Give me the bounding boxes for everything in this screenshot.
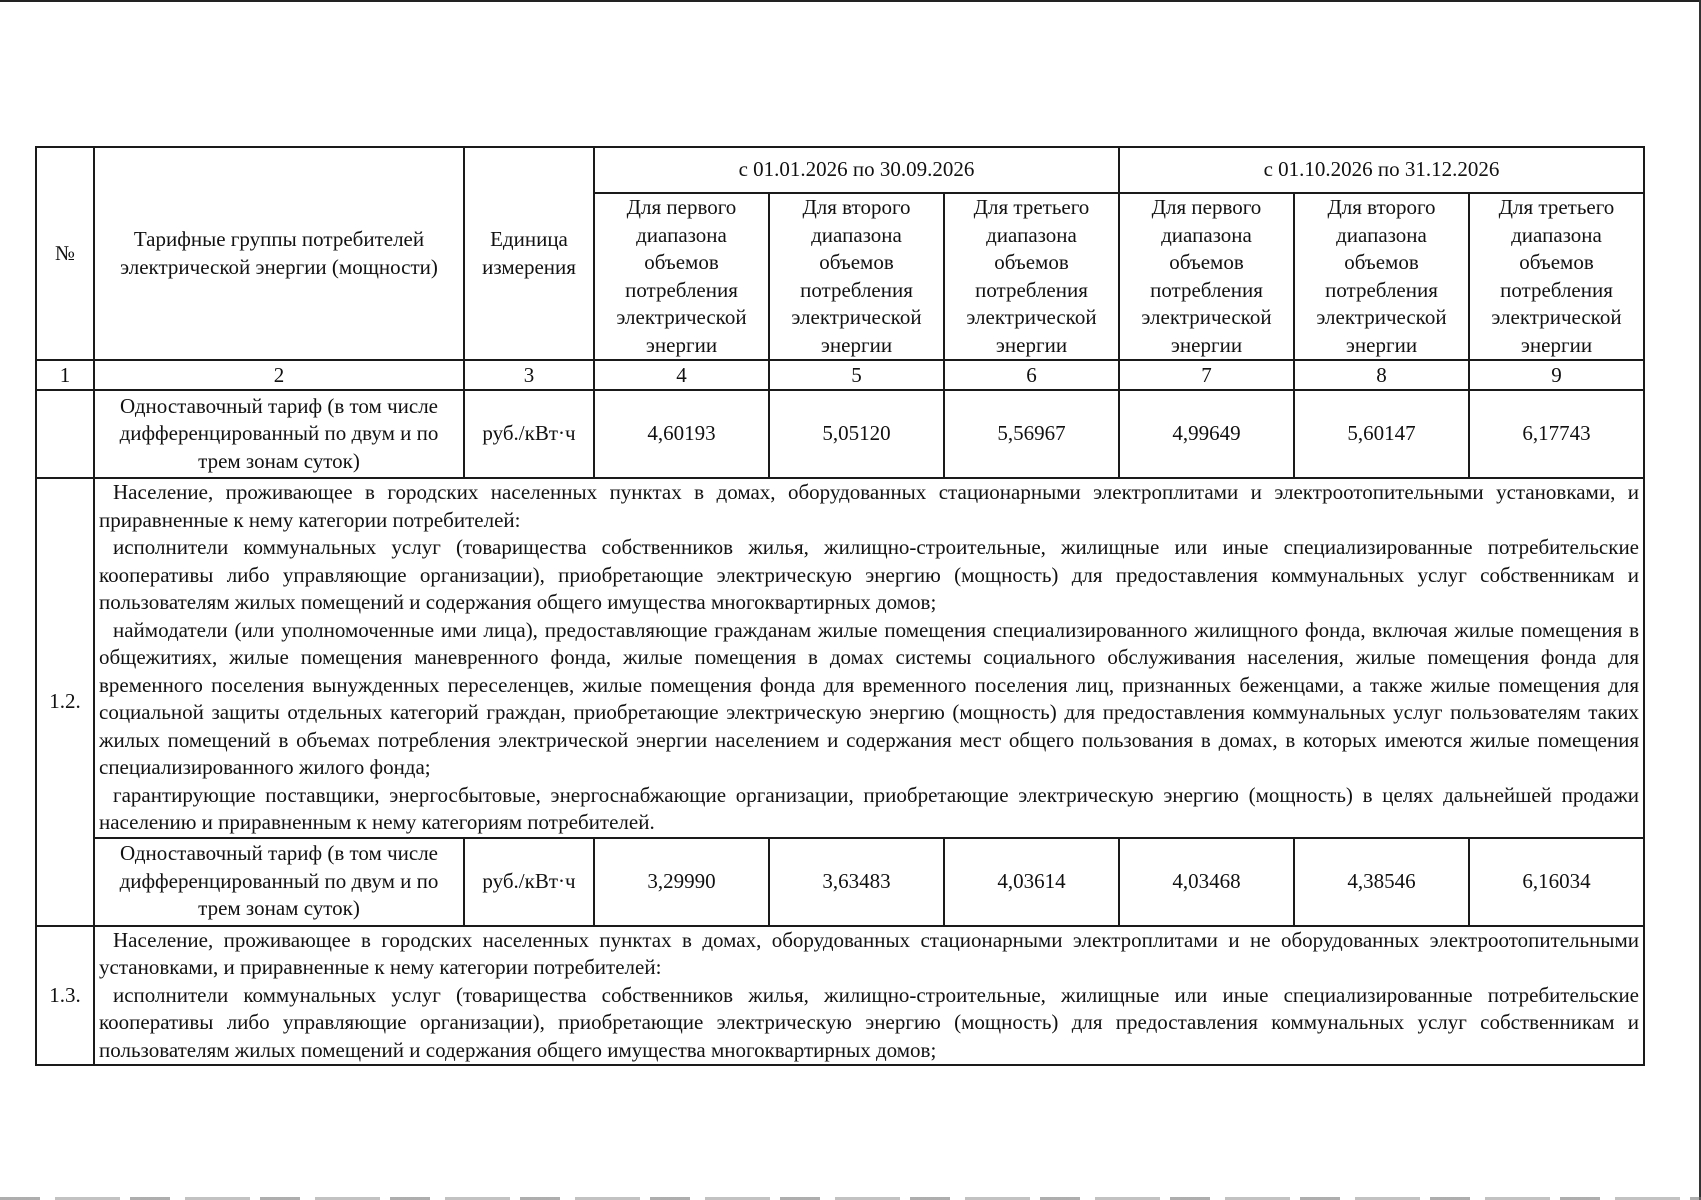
header-range-6: Для третьего диапазона объемов потребления электрической энергии <box>1469 193 1644 360</box>
section-1-3-row <box>36 926 1644 1066</box>
tariff-value: 5,60147 <box>1294 390 1469 478</box>
tariff-value: 4,03614 <box>944 838 1119 926</box>
scan-edge-top <box>0 0 1701 2</box>
tariff-unit: руб./кВт·ч <box>464 838 594 926</box>
section-description <box>94 926 1644 1066</box>
table-row <box>36 838 1644 926</box>
header-number: № <box>36 147 94 360</box>
header-range-3: Для третьего диапазона объемов потребления электрической энергии <box>944 193 1119 360</box>
header-row-periods <box>36 147 1644 193</box>
section-number: 1.2. <box>36 478 94 926</box>
tariff-name: Одноставочный тариф (в том числе дифференцированный по двум и по трем зонам суток) <box>94 390 464 478</box>
header-range-2: Для второго диапазона объемов потребления электрической энергии <box>769 193 944 360</box>
column-number: 1 <box>36 360 94 390</box>
header-period-2: с 01.10.2026 по 31.12.2026 <box>1119 147 1644 193</box>
column-number-row <box>36 360 1644 390</box>
column-number: 4 <box>594 360 769 390</box>
section-description <box>94 478 1644 838</box>
header-tariff-group: Тарифные группы потребителей электрической энергии (мощности) <box>94 147 464 360</box>
header-range-4: Для первого диапазона объемов потребления электрической энергии <box>1119 193 1294 360</box>
tariff-value: 4,99649 <box>1119 390 1294 478</box>
header-range-1: Для первого диапазона объемов потребления электрической энергии <box>594 193 769 360</box>
column-number: 6 <box>944 360 1119 390</box>
header-range-5: Для второго диапазона объемов потребления электрической энергии <box>1294 193 1469 360</box>
tariff-value: 6,17743 <box>1469 390 1644 478</box>
header-unit: Единица измерения <box>464 147 594 360</box>
tariff-unit: руб./кВт·ч <box>464 390 594 478</box>
tariff-value: 5,05120 <box>769 390 944 478</box>
section-number: 1.3. <box>36 926 94 1066</box>
section-paragraph: гарантирующие поставщики, энергосбытовые, энергоснабжающие организации, приобретающие электрическую энергию (мощность) в целях дальнейшей продажи населению и приравненным к нему категориям потребителей. <box>99 782 1639 834</box>
tariff-value: 4,03468 <box>1119 838 1294 926</box>
section-paragraph: исполнители коммунальных услуг (товарищества собственников жилья, жилищно-строительные, жилищные или иные специализированные потребительские кооперативы либо управляющие организации), приобретающие электрическую энергию (мощность) для предоставления коммунальных услуг собственникам и пользователям жилых помещений и содержания общего имущества многоквартирных домов; <box>99 535 1639 614</box>
column-number: 5 <box>769 360 944 390</box>
column-number: 2 <box>94 360 464 390</box>
header-period-1: с 01.01.2026 по 30.09.2026 <box>594 147 1119 193</box>
column-number: 7 <box>1119 360 1294 390</box>
section-paragraph: наймодатели (или уполномоченные ими лица), предоставляющие гражданам жилые помещения специализированного жилищного фонда, включая жилые помещения в общежитиях, жилые помещения маневренного фонда, жилые помещения в домах системы социального обслуживания населения, жилые помещения фонда для временного поселения вынужденных переселенцев, жилые помещения фонда для временного поселения лиц, признанных беженцами, а также жилые помещения для социальной защиты отдельных категорий граждан, приобретающие электрическую энергию (мощность) для предоставления коммунальных услуг пользователям таких жилых помещений в объемах потребления электрической энергии населением и содержания мест общего пользования в домах, в которых имеются жилые помещения специализированного жилого фонда; <box>99 617 1639 779</box>
tariff-value: 6,16034 <box>1469 838 1644 926</box>
section-paragraph: Население, проживающее в городских населенных пунктах в домах, оборудованных стационарными электроплитами и не оборудованных электроотопительными установками, и приравненные к нему категории потребителей: <box>99 927 1639 979</box>
tariff-value: 3,29990 <box>594 838 769 926</box>
table-row <box>36 390 1644 478</box>
section-1-2-row <box>36 478 1644 838</box>
tariff-value: 4,38546 <box>1294 838 1469 926</box>
tariff-value: 4,60193 <box>594 390 769 478</box>
column-number: 3 <box>464 360 594 390</box>
row-number-empty <box>36 390 94 478</box>
section-paragraph: исполнители коммунальных услуг (товарищества собственников жилья, жилищно-строительные, жилищные или иные специализированные потребительские кооперативы либо управляющие организации), приобретающие электрическую энергию (мощность) для предоставления коммунальных услуг собственникам и пользователям жилых помещений и содержания общего имущества многоквартирных домов; <box>99 982 1639 1062</box>
column-number: 9 <box>1469 360 1644 390</box>
column-number: 8 <box>1294 360 1469 390</box>
tariff-value: 3,63483 <box>769 838 944 926</box>
tariff-table <box>35 146 1645 1066</box>
tariff-value: 5,56967 <box>944 390 1119 478</box>
tariff-name: Одноставочный тариф (в том числе дифференцированный по двум и по трем зонам суток) <box>94 838 464 926</box>
section-paragraph: Население, проживающее в городских населенных пунктах в домах, оборудованных стационарными электроплитами и электроотопительными установками, и приравненные к нему категории потребителей: <box>99 480 1639 532</box>
